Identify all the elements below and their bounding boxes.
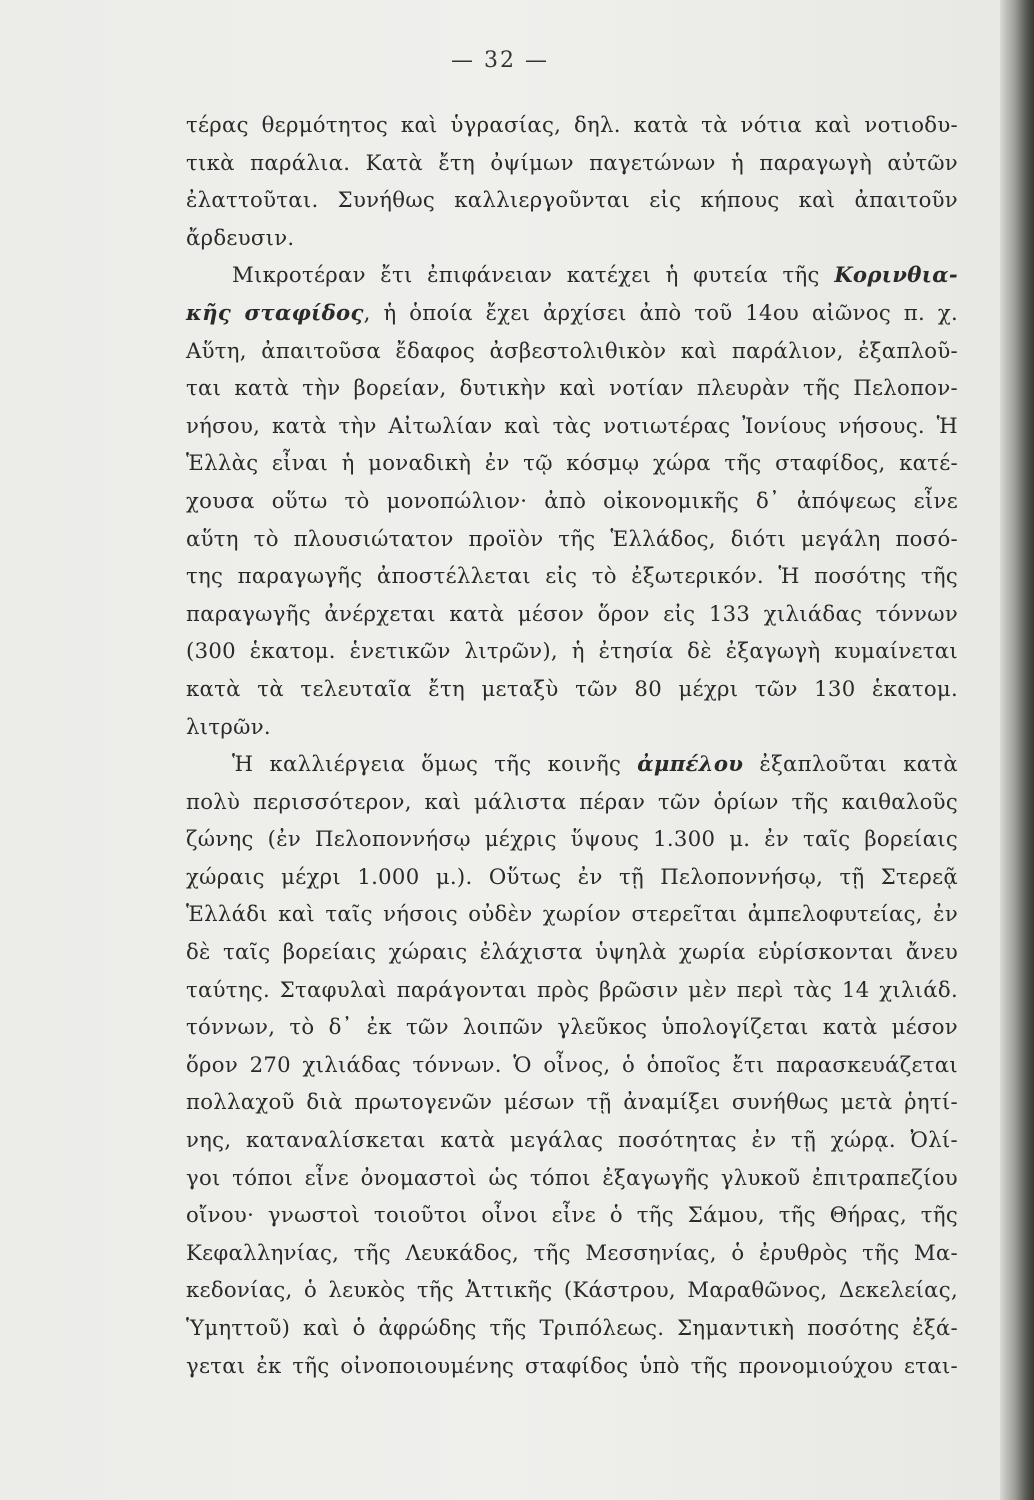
text-line: δὲ ταῖς βορείαις χώραις ἐλάχιστα ὑψηλὰ χωρία εὑρίσκονται ἄνευ xyxy=(186,939,958,965)
bold-term: ἀμπέλου xyxy=(637,751,744,777)
text-line: πολλαχοῦ διὰ πρωτογενῶν μέσων τῇ ἀναμίξει συνήθως μετὰ ῥητί- xyxy=(186,1089,958,1115)
text-line: της παραγωγῆς ἀποστέλλεται εἰς τὸ ἐξωτερικόν. Ἡ ποσότης τῆς xyxy=(186,563,958,589)
bold-term: Κορινθια- xyxy=(834,262,958,288)
text-line: Ἑλλάδι καὶ ταῖς νήσοις οὐδὲν χωρίον στερεῖται ἀμπελοφυτείας, ἐν xyxy=(186,901,958,927)
text-span: ἐξαπλοῦται κατὰ xyxy=(743,751,958,777)
bold-term: κῆς σταφίδος xyxy=(186,299,364,325)
text-line: κατὰ τὰ τελευταῖα ἔτη μεταξὺ τῶν 80 μέχρι τῶν 130 ἑκατομ. xyxy=(186,675,958,701)
page-number: — 32 — xyxy=(451,48,549,73)
text-line: ἄρδευσιν. xyxy=(186,224,295,250)
text-line: ταύτης. Σταφυλαὶ παράγονται πρὸς βρῶσιν μὲν περὶ τὰς 14 χιλιάδ. xyxy=(186,976,958,1002)
text-line: (300 ἑκατομ. ἑνετικῶν λιτρῶν), ἡ ἐτησία δὲ ἐξαγωγὴ κυμαίνεται xyxy=(186,638,958,664)
text-line: Αὕτη, ἀπαιτοῦσα ἔδαφος ἀσβεστολιθικὸν καὶ παράλιον, ἐξαπλοῦ- xyxy=(186,337,958,363)
text-line: πολὺ περισσότερον, καὶ μάλιστα πέραν τῶν ὁρίων τῆς καιθαλοῦς xyxy=(186,788,958,814)
text-span: Μικροτέραν ἔτι ἐπιφάνειαν κατέχει ἡ φυτεία τῆς xyxy=(232,262,835,288)
text-line xyxy=(186,256,958,294)
text-line: γεται ἐκ τῆς οἰνοποιουμένης σταφίδος ὑπὸ τῆς προνομιούχου εται- xyxy=(186,1352,958,1378)
text-line: κεδονίας, ὁ λευκὸς τῆς Ἀττικῆς (Κάστρου, Μαραθῶνος, Δεκελείας, xyxy=(186,1277,958,1303)
text-line xyxy=(186,745,958,783)
text-line: παραγωγῆς ἀνέρχεται κατὰ μέσον ὅρον εἰς 133 χιλιάδας τόννων xyxy=(186,600,958,626)
text-line: τικὰ παράλια. Κατὰ ἔτη ὀψίμων παγετώνων ἡ παραγωγὴ αὐτῶν xyxy=(186,149,958,175)
text-line: τόννων, τὸ δ᾽ ἐκ τῶν λοιπῶν γλεῦκος ὑπολογίζεται κατὰ μέσον xyxy=(186,1014,958,1040)
text-line: χουσα οὕτω τὸ μονοπώλιον· ἀπὸ οἰκονομικῆς δ᾽ ἀπόψεως εἶνε xyxy=(186,487,958,513)
text-line: ἐλαττοῦται. Συνήθως καλλιεργοῦνται εἰς κήπους καὶ ἀπαιτοῦν xyxy=(186,187,958,213)
text-line: γοι τόποι εἶνε ὀνομαστοὶ ὡς τόποι ἐξαγωγῆς γλυκοῦ ἐπιτραπεζίου xyxy=(186,1164,958,1190)
book-spine-edge xyxy=(1000,0,1034,1500)
text-line: Κεφαλληνίας, τῆς Λευκάδος, τῆς Μεσσηνίας, ὁ ἐρυθρὸς τῆς Μα- xyxy=(186,1239,958,1265)
text-line: χώραις μέχρι 1.000 μ.). Οὕτως ἐν τῇ Πελοποννήσῳ, τῇ Στερεᾷ xyxy=(186,863,958,889)
text-line: Ὑμηττοῦ) καὶ ὁ ἀφρώδης τῆς Τριπόλεως. Σημαντικὴ ποσότης ἐξά- xyxy=(186,1315,958,1340)
text-line: ζώνης (ἐν Πελοποννήσῳ μέχρις ὕψους 1.300 μ. ἐν ταῖς βορείαις xyxy=(186,826,958,852)
text-line: οἴνου· γνωστοὶ τοιοῦτοι οἶνοι εἶνε ὁ τῆς Σάμου, τῆς Θήρας, τῆς xyxy=(186,1202,958,1228)
text-line: Ἑλλὰς εἶναι ἡ μοναδικὴ ἐν τῷ κόσμῳ χώρα τῆς σταφίδος, κατέ- xyxy=(186,450,958,476)
text-line: αὕτη τὸ πλουσιώτατον προϊὸν τῆς Ἑλλάδος, διότι μεγάλη ποσό- xyxy=(186,525,958,551)
text-line: λιτρῶν. xyxy=(186,713,271,739)
text-line xyxy=(186,294,958,332)
text-line: ὅρον 270 χιλιάδας τόννων. Ὁ οἶνος, ὁ ὁποῖος ἔτι παρασκευάζεται xyxy=(186,1051,958,1077)
text-line: νης, καταναλίσκεται κατὰ μεγάλας ποσότητας ἐν τῇ χώρᾳ. Ὀλί- xyxy=(186,1127,958,1153)
text-line: ται κατὰ τὴν βορείαν, δυτικὴν καὶ νοτίαν πλευρὰν τῆς Πελοπον- xyxy=(186,375,958,401)
text-line: τέρας θερμότητος καὶ ὑγρασίας, δηλ. κατὰ τὰ νότια καὶ νοτιοδυ- xyxy=(186,112,958,137)
text-line: νήσου, κατὰ τὴν Αἰτωλίαν καὶ τὰς νοτιωτέρας Ἰονίους νήσους. Ἡ xyxy=(186,412,958,438)
body-text xyxy=(186,106,958,1384)
text-span: , ἡ ὁποία ἔχει ἀρχίσει ἀπὸ τοῦ 14ου αἰῶνος π. χ. xyxy=(363,299,958,325)
text-span: Ἡ καλλιέργεια ὅμως τῆς κοινῆς xyxy=(232,751,638,777)
